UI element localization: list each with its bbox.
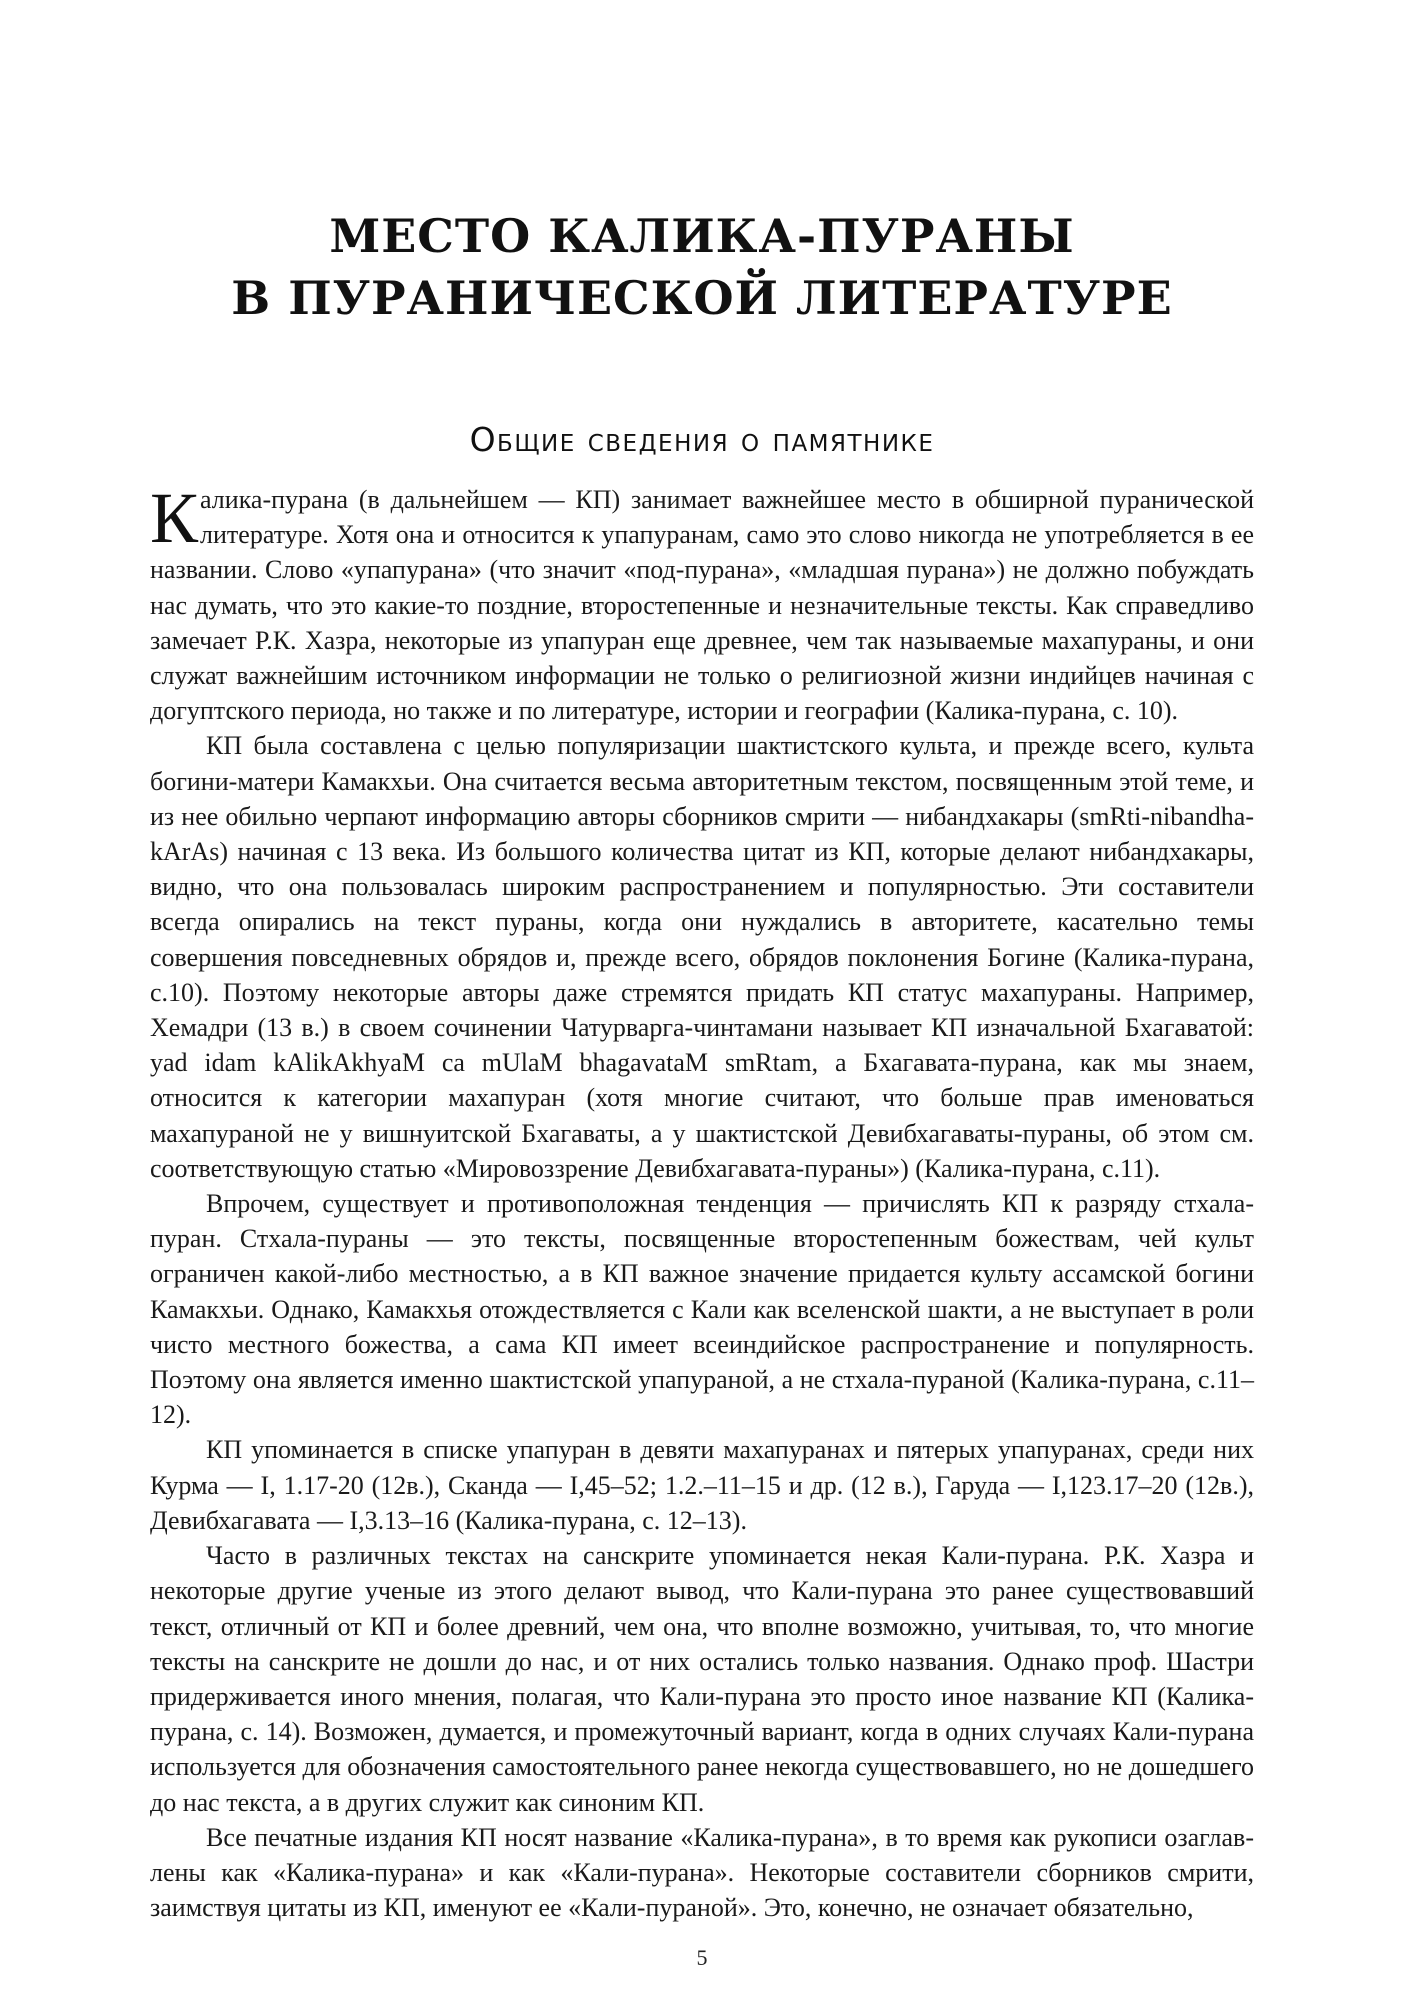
paragraph-4: КП упоминается в списке упапуран в девяти махапуранах и пятерых упапуранах, среди них Курма — I, 1.17-20 (12в.), Сканда — I,45–52; 1.2.–11–15 и др. (12 в.), Гаруда — I,123.17–20 (12в.), Девибхагавата — I,3.13–16 (Калика-пурана, с. 12–13).: [150, 1435, 1254, 1535]
chapter-title-line-1: МЕСТО КАЛИКА-ПУРАНЫ: [329, 209, 1075, 263]
paragraph-6: Все печатные издания КП носят название «Калика-пурана», в то время как рукописи озаглавлены как «Калика-пурана» и как «Кали-пурана». Некоторые составители сборников смрити, заимствуя цитаты из КП, именуют ее «Кали-пураной». Это, конечно, не означает обязательно,: [150, 1822, 1254, 1923]
chapter-title: [150, 205, 1254, 329]
page-number: 5: [696, 1945, 708, 1970]
paragraph-2: КП была составлена с целью популяризации шактистского культа, и прежде всего, культа богини-матери Камакхьи. Она считается весьма авторитетным текстом, посвященным этой теме, и из нее обильно черпают информацию авторы сборников смрити — нибандхакары (smRti-nibandha-kArAs) начиная с 13 века. Из большого количества цитат из КП, которые делают нибандхакары, видно, что она пользовалась широким распространением и популярностью. Эти составители всегда опирались на текст пураны, когда они нуждались в авторитете, касательно темы совершения повседневных обрядов и, прежде всего, обрядов поклонения Богине (Калика-пурана, с.10). Поэтому некоторые авторы даже стремятся придать КП статус махапураны. Например, Хемадри (13 в.) в своем сочинении Чатурварга-чинтамани называет КП изначальной Бхагаватой: yad idam kAlikAkhyaM ca mUlaM bhagavataM smRtam, а Бхагавата-пурана, как мы знаем, относится к категории махапуран (хотя многие считают, что больше прав именоваться махапураной не у вишнуитской Бхагаваты, а у шактистской Девибхагаваты-пураны, об этом см. соответствующую статью «Мировоззрение Девибхагавата-пураны») (Калика-пурана, с.11).: [150, 731, 1254, 1183]
paragraph-1-text: алика-пурана (в дальнейшем — КП) занимает важнейшее место в обширной пуранической литературе. Хотя она и относится к упапуранам, само это слово никогда не употребляется в ее названии. Слово «упапурана» (что значит «под-пурана», «младшая пурана») не должно побуждать нас думать, что это какие-то поздние, второстепенные и незначительные тексты. Как справедливо замечает Р.К. Хазра, некоторые из упапуран еще древнее, чем так называемые махапураны, и они служат важнейшим источником информации не только о религиозной жизни индийцев начиная с догуптского периода, но также и по литературе, истории и географии (Калика-пурана, с. 10).: [150, 485, 1254, 726]
body-text: [150, 478, 1254, 1925]
paragraph-3: Впрочем, существует и противоположная тенденция — причислять КП к разряду стхала-пуран. Стхала-пураны — это тексты, посвященные второстепенным божествам, чей культ ограничен какой-либо местностью, а в КП важное значение придается культу ассамской богини Камакхьи. Однако, Камакхья отождествляется с Кали как вселенской шакти, а не выступает в роли чисто местного божества, а сама КП имеет всеиндийское распространение и популярность. Поэтому она является именно шактистской упапураной, а не стхала-пураной (Калика-пурана, с.11–12).: [150, 1189, 1254, 1430]
paragraph-1: [150, 478, 1254, 728]
paragraph-5: Часто в различных текстах на санскрите упоминается некая Кали-пурана. Р.К. Хазра и некоторые другие ученые из этого делают вывод, что Кали-пурана это ранее существовавший текст, отличный от КП и более древний, чем она, что вполне возможно, учитывая, то, что многие тексты на санскрите не дошли до нас, и от них остались только названия. Однако проф. Шастри придерживается иного мнения, полагая, что Кали-пурана это просто иное название КП (Калика-пурана, с. 14). Возможен, думается, и промежуточный вариант, когда в одних случаях Кали-пурана используется для обозначения самостоятельного ранее некогда существовавшего, но не дошедшего до нас текста, а в других служит как синоним КП.: [150, 1541, 1254, 1817]
section-heading: Общие сведения о памятнике: [469, 420, 935, 459]
drop-cap: К: [150, 478, 199, 558]
document-page: [150, 0, 1254, 2000]
chapter-title-line-2: В ПУРАНИЧЕСКОЙ ЛИТЕРАТУРЕ: [231, 271, 1173, 325]
